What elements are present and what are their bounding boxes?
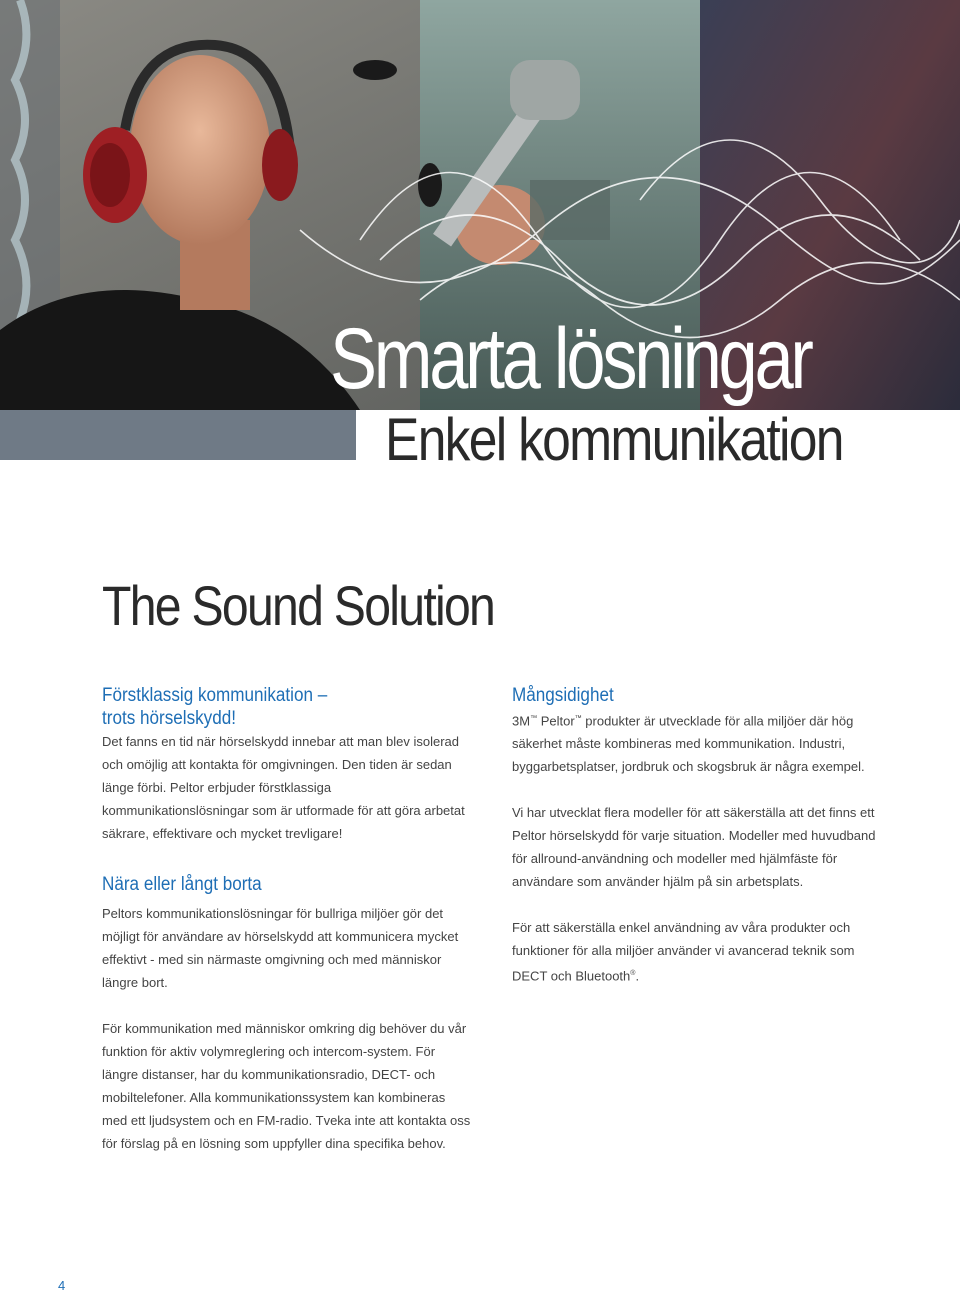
page-subtitle: Enkel kommunikation [385, 406, 843, 473]
registered-mark: ® [630, 970, 636, 978]
page-number: 4 [58, 1278, 66, 1293]
heading-line-2: trots hörselskydd! [102, 708, 237, 729]
grey-tab-decoration [0, 410, 356, 460]
paragraph-dect [512, 916, 892, 987]
heading-forstklassig [102, 684, 435, 730]
heading-nara: Nära eller långt borta [102, 874, 262, 895]
paragraph-dect-end: . [635, 968, 640, 984]
trademark: ™ [530, 715, 538, 722]
page-title: Smarta lösningar [330, 311, 811, 407]
right-column [512, 684, 892, 988]
paragraph-3m [512, 707, 892, 778]
brand-peltor: Peltor [540, 713, 575, 729]
brand-3m: 3M [512, 713, 531, 729]
paragraph-kommunikation: För kommunikation med människor omkring dig behöver du vår funktion för aktiv volymreglering och intercom-system. För längre distanser, har du kommunikationsradio, DECT- och mobiltelefoner. Alla kommunikationssystem kan kombineras med ett ljudsystem och en FM-radio. Tveka inte att kontakta oss för förslag på en lösning som uppfyller dina specifika behov. [102, 1021, 471, 1151]
trademark: ™ [574, 715, 582, 722]
left-column [102, 684, 472, 1155]
paragraph-modeller: Vi har utvecklat flera modeller för att säkerställa att det finns ett Peltor hörselskydd för varje situation. Modeller med huvudband för allround-användning och modeller med hjälmfäste för användare som använder hjälm på sin arbetsplats. [512, 805, 876, 890]
heading-line-1: Förstklassig kommunikation – [102, 685, 328, 706]
paragraph-intro: Det fanns en tid när hörselskydd innebar att man blev isolerad och omöjlig att kontakta för omgivningen. Den tiden är sedan länge förbi. Peltor erbjuder förstklassiga kommunikationslösningar som är utformade för att göra arbetat säkrare, effektivare och mycket trevligare! [102, 734, 465, 841]
heading-mangsidighet: Mångsidighet [512, 685, 614, 706]
paragraph-3m-text: produkter är utvecklade för alla miljöer där hög säkerhet måste kombineras med kommunikation. Industri, byggarbetsplatser, jordbruk och skogsbruk är några exempel. [512, 713, 865, 775]
paragraph-peltors: Peltors kommunikationslösningar för bullriga miljöer gör det möjligt för användare av hörselskydd att kommunicera mycket effektivt - med sin närmaste omgivning och med människor längre bort. [102, 906, 459, 990]
paragraph-dect-text: För att säkerställa enkel användning av våra produkter och funktioner för alla miljöer använder vi avancerad teknik som DECT och Bluetooth [512, 920, 855, 984]
section-title: The Sound Solution [102, 574, 495, 637]
